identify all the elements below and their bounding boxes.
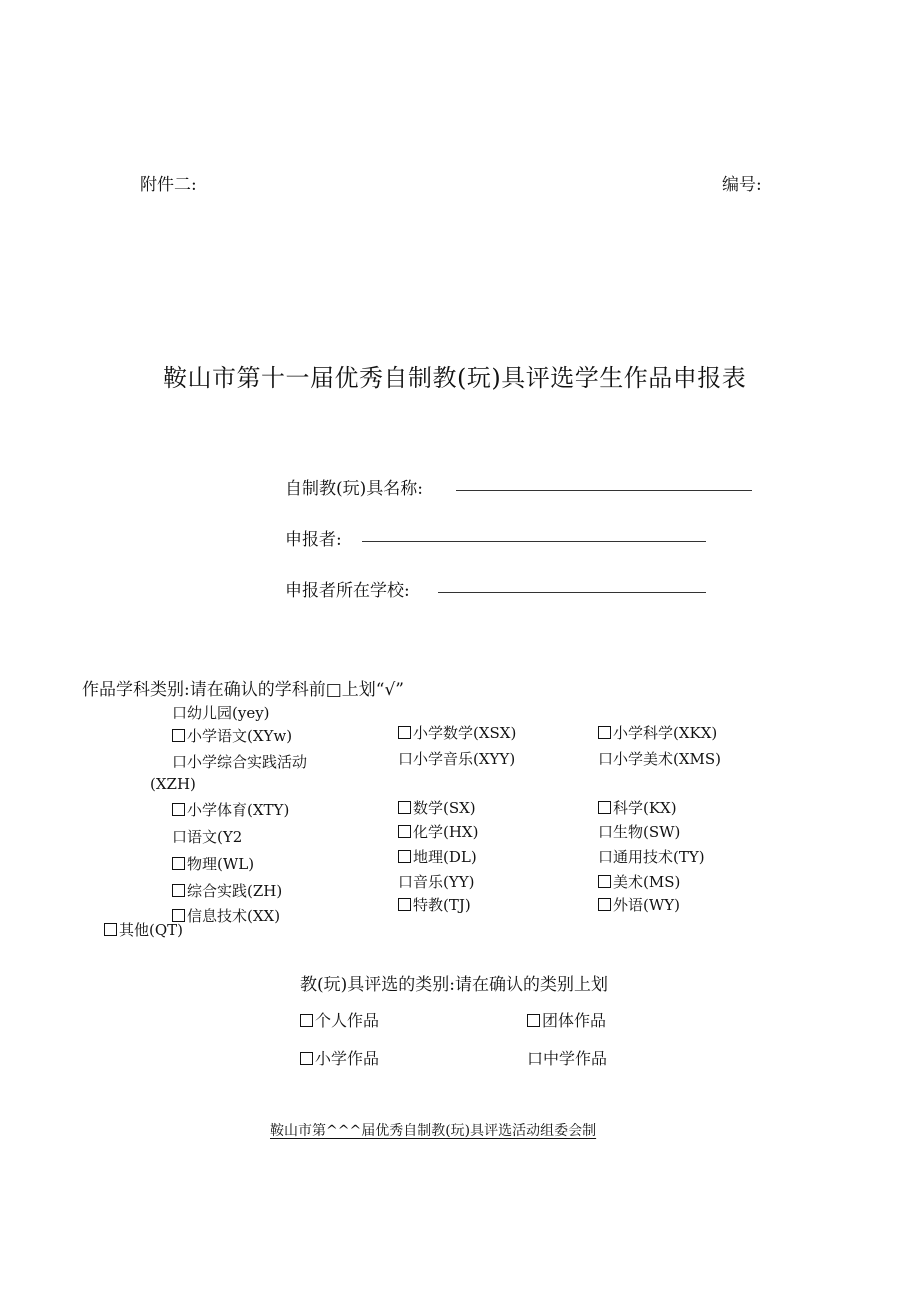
category-middle[interactable]: 口中学作品 <box>527 1049 608 1068</box>
checkbox-icon <box>398 726 411 739</box>
attachment-label: 附件二: <box>140 175 197 195</box>
checkbox-icon <box>598 875 611 888</box>
checkbox-icon <box>527 1014 540 1027</box>
subject-chinese[interactable]: 口语文(Y2 <box>172 828 243 846</box>
subject-chemistry[interactable]: 化学(HX) <box>398 821 478 842</box>
subject-primary-music[interactable]: 口小学音乐(XYY) <box>398 750 516 768</box>
checkbox-icon <box>172 803 185 816</box>
category-primary[interactable]: 小学作品 <box>300 1046 379 1069</box>
checkbox-icon <box>398 825 411 838</box>
applicant-field[interactable] <box>362 541 706 542</box>
page-title: 鞍山市第十一届优秀自制教(玩)具评选学生作品申报表 <box>163 364 747 392</box>
subject-physics[interactable]: 物理(WL) <box>172 853 254 874</box>
subject-it[interactable]: 信息技术(XX) <box>172 905 280 913</box>
subject-science[interactable]: 科学(KX) <box>598 797 677 818</box>
checkbox-icon <box>172 884 185 897</box>
subject-primary-math[interactable]: 小学数学(XSX) <box>398 722 516 743</box>
checkbox-icon <box>598 726 611 739</box>
category-group[interactable]: 团体作品 <box>527 1008 606 1031</box>
school-label: 申报者所在学校: <box>285 581 410 601</box>
subject-math[interactable]: 数学(SX) <box>398 797 476 818</box>
category-instruction: 教(玩)具评选的类别:请在确认的类别上划 <box>300 975 608 995</box>
checkbox-icon <box>598 801 611 814</box>
school-field[interactable] <box>438 592 706 593</box>
subject-primary-chinese[interactable]: 小学语文(XYw) <box>172 725 292 746</box>
subject-art[interactable]: 美术(MS) <box>598 871 680 892</box>
subject-other[interactable]: 其他(QT) <box>104 919 183 940</box>
toy-name-label: 自制教(玩)具名称: <box>285 479 423 499</box>
checkbox-icon <box>104 923 117 936</box>
checkbox-icon <box>398 850 411 863</box>
checkbox-icon <box>398 801 411 814</box>
subject-primary-pe[interactable]: 小学体育(XTY) <box>172 799 289 820</box>
category-individual[interactable]: 个人作品 <box>300 1008 379 1031</box>
subject-primary-art[interactable]: 口小学美术(XMS) <box>598 750 722 768</box>
subject-primary-practice[interactable]: 口小学综合实践活动 <box>172 753 308 771</box>
checkbox-icon <box>598 898 611 911</box>
subject-foreign-language[interactable]: 外语(WY) <box>598 894 680 915</box>
applicant-label: 申报者: <box>285 530 342 550</box>
subject-primary-science[interactable]: 小学科学(XKX) <box>598 722 717 743</box>
checkbox-icon <box>300 1014 313 1027</box>
subject-music[interactable]: 口音乐(YY) <box>398 873 475 891</box>
subject-special-ed[interactable]: 特教(TJ) <box>398 894 471 915</box>
checkbox-icon <box>172 857 185 870</box>
checkbox-icon <box>172 729 185 742</box>
subject-general-tech[interactable]: 口通用技术(TY) <box>598 848 705 866</box>
subject-biology[interactable]: 口生物(SW) <box>598 823 681 841</box>
subject-primary-practice-code: (XZH) <box>150 775 196 793</box>
number-label: 编号: <box>722 175 762 195</box>
checkbox-icon <box>300 1052 313 1065</box>
subject-geography[interactable]: 地理(DL) <box>398 846 477 867</box>
subject-practice[interactable]: 综合实践(ZH) <box>172 880 282 901</box>
footer-organizer: 鞍山市第^^^届优秀自制教(玩)具评选活动组委会制 <box>270 1123 597 1139</box>
subject-kindergarten[interactable]: 口幼儿园(yey) <box>172 704 270 722</box>
toy-name-field[interactable] <box>456 490 752 491</box>
subject-instruction: 作品学科类别:请在确认的学科前□上划“√” <box>82 680 405 700</box>
checkbox-icon <box>398 898 411 911</box>
